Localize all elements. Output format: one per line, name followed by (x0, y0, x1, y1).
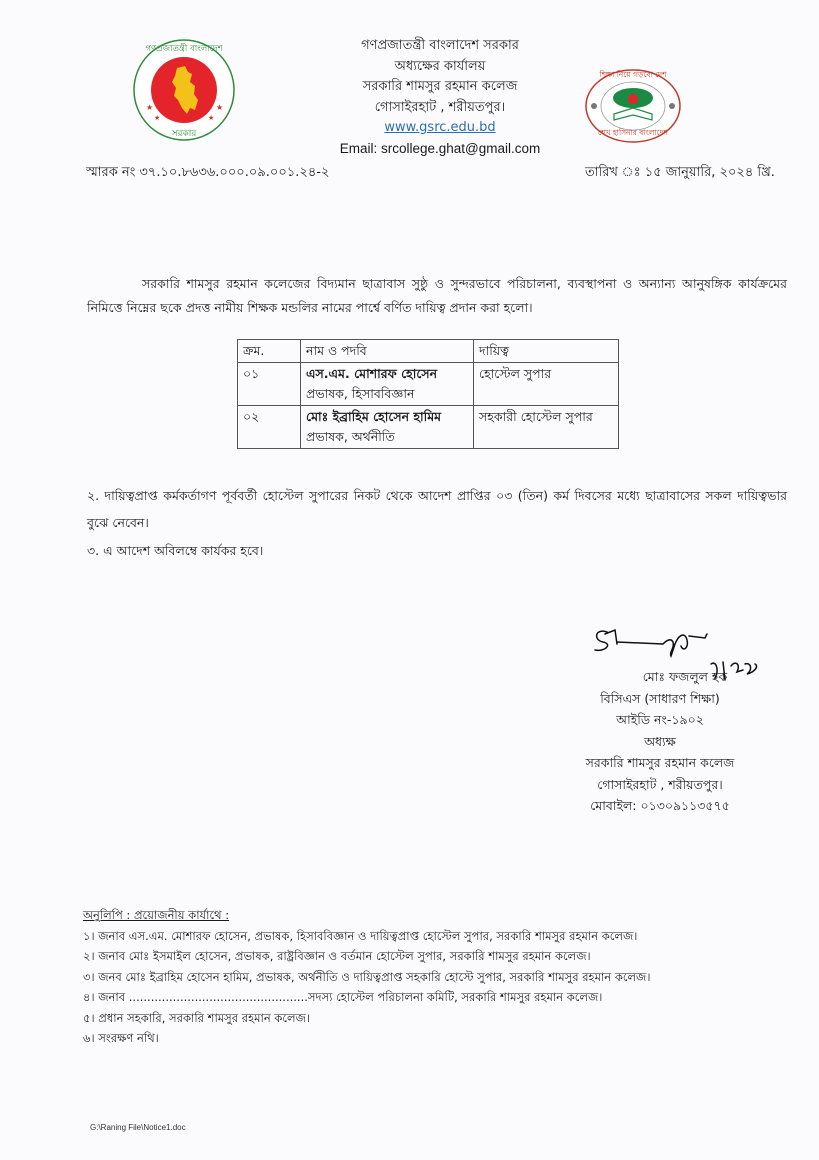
letterhead (260, 36, 620, 159)
signatory-college: সরকারি শামসুর রহমান কলেজ (585, 755, 735, 770)
copy-item: ১। জনাব এস.এম. মোশারফ হোসেন, প্রভাষক, হিসাববিজ্ঞান ও দায়িত্বপ্রাপ্ত হোস্টেল সুপার, সরকারি শামসুর রহমান কলেজ। (83, 928, 638, 943)
email-address: Email: srcollege.ghat@gmail.com (339, 140, 541, 156)
header-name-designation: নাম ও পদবি (301, 340, 474, 363)
table-row (238, 363, 619, 406)
row-designation: প্রভাষক, হিসাববিজ্ঞান (306, 386, 415, 401)
copy-item: ৬। সংরক্ষণ নথি। (83, 1031, 159, 1045)
seal-top-text: গণপ্রজাতন্ত্রী বাংলাদেশ (145, 44, 223, 54)
campaign-emblem-logo (584, 68, 682, 144)
website-link[interactable]: www.gsrc.edu.bd (384, 120, 496, 135)
signatory-mobile: মোবাইল: ০১৩০৯১১৩৫৭৫ (590, 798, 730, 813)
letterhead-government: গণপ্রজাতন্ত্রী বাংলাদেশ সরকার (361, 38, 519, 53)
svg-text:★: ★ (208, 114, 215, 122)
row-duty: সহকারী হোস্টেল সুপার (474, 406, 619, 449)
table-header-row (238, 340, 619, 363)
government-seal-logo (132, 38, 236, 142)
signatory-id: আইডি নং-১৯০২ (616, 712, 704, 727)
emblem-top-text: শিক্ষা নিয়ে গড়বো দেশ (599, 70, 667, 79)
row-name-cell (301, 363, 474, 406)
letterhead-location: গোসাইরহাট , শরীয়তপুর। (374, 99, 506, 115)
row-serial: ০২ (238, 406, 301, 449)
order-paragraph-3: ৩. এ আদেশ অবিলম্বে কার্যকর হবে। (87, 543, 264, 558)
row-designation: প্রভাষক, অর্থনীতি (306, 429, 395, 444)
signatory-block (540, 666, 780, 817)
svg-text:★: ★ (146, 103, 154, 112)
row-name: মোঃ ইব্রাহিম হোসেন হামিম (306, 409, 442, 424)
header-duty: দায়িত্ব (474, 340, 619, 363)
copy-item: ৪। জনাব .................................................সদস্য হোস্টেল পরিচালনা কমিটি, সরকারি শামসুর রহমান কলেজ। (83, 990, 603, 1004)
copies-title: অনুলিপি : প্রয়োজনীয় কার্যাথে : (83, 908, 230, 922)
table-row (238, 406, 619, 449)
letterhead-office: অধ্যক্ষের কার্যালয় (394, 58, 486, 74)
file-path-footer: G:\Raning File\Notice1.doc (90, 1123, 186, 1132)
svg-text:★: ★ (216, 103, 224, 112)
signatory-title: অধ্যক্ষ (644, 733, 676, 749)
row-name-cell (301, 406, 474, 449)
order-paragraph-2: ২. দায়িত্বপ্রাপ্ত কর্মকর্তাগণ পূর্ববর্তী হোস্টেল সুপারের নিকট থেকে আদেশ প্রাপ্তির ০৩ (তিন) কর্ম দিবসের মধ্যে ছাত্রাবাসের সকল দায়িত্বভার বুঝে নেবেন। (87, 488, 787, 530)
copy-distribution-list (83, 905, 803, 1049)
row-duty: হোস্টেল সুপার (474, 363, 619, 406)
svg-text:★: ★ (154, 114, 161, 122)
order-paragraph-1 (87, 272, 787, 320)
copy-item: ৫। প্রধান সহকারি, সরকারি শামসুর রহমান কলেজ। (83, 1010, 310, 1025)
letterhead-college: সরকারি শামসুর রহমান কলেজ (362, 79, 518, 94)
signatory-cadre: বিসিএস (সাধারণ শিক্ষা) (600, 690, 720, 706)
row-serial: ০১ (238, 363, 301, 406)
copy-item: ২। জনাব মোঃ ইসমাইল হোসেন, প্রভাষক, রাষ্ট্রবিজ্ঞান ও বর্তমান হোস্টেল সুপার, সরকারি শামসুর রহমান কলেজ। (83, 949, 591, 963)
memo-reference-number: স্মারক নং ৩৭.১০.৮৬৩৬.০০০.০৯.০০১.২৪-২ (86, 165, 330, 180)
seal-bottom-text: সরকার (171, 129, 197, 139)
row-name: এস.এম. মোশারফ হোসেন (306, 366, 438, 381)
signatory-name: মোঃ ফজলুল হক (642, 669, 728, 684)
duty-assignment-table (237, 339, 619, 449)
header-serial: ক্রম. (238, 340, 301, 363)
emblem-bottom-text: শেখ হাসিনার বাংলাদেশ (598, 128, 668, 137)
paragraph-1-text: সরকারি শামসুর রহমান কলেজের বিদ্যমান ছাত্রাবাস সুষ্ঠু ও সুন্দরভাবে পরিচালনা, ব্যবস্থাপনা ও অন্যান্য আনুষঙ্গিক কার্যক্রমের নিমিত্তে নিম্নের ছকে প্রদত্ত নামীয় শিক্ষক মন্ডলির নামের পার্শ্বে বর্ণিত দায়িত্ব প্রদান করা হলো। (87, 276, 787, 315)
signatory-location: গোসাইরহাট , শরীয়তপুর। (597, 776, 723, 792)
copy-item: ৩। জনব মোঃ ইব্রাহিম হোসেন হামিম, প্রভাষক, অর্থনীতি ও দায়িত্বপ্রাপ্ত সহকারি হোস্টে সুপার, সরকারি শামসুর রহমান কলেজ। (83, 969, 651, 984)
memo-date: তারিখ ঃ ১৫ জানুয়ারি, ২০২৪ খ্রি. (585, 165, 775, 180)
